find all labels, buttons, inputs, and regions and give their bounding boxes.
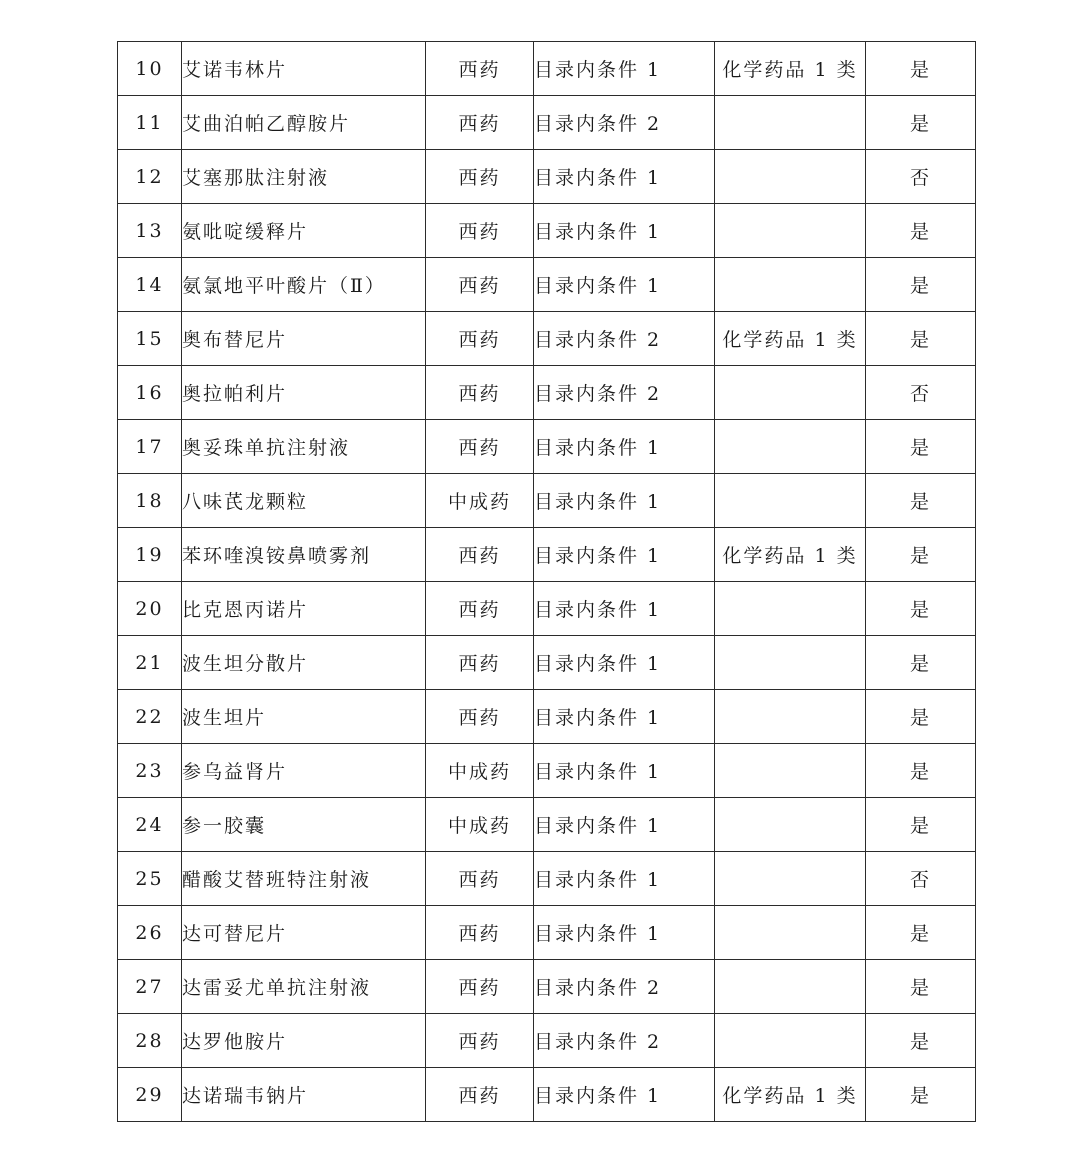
drug-class-cell xyxy=(715,96,866,150)
row-number-cell: 10 xyxy=(118,42,182,96)
drug-type-cell: 西药 xyxy=(426,258,534,312)
yes-no-cell: 是 xyxy=(866,636,976,690)
catalog-condition-cell: 目录内条件 1 xyxy=(534,744,715,798)
drug-name-cell: 醋酸艾替班特注射液 xyxy=(182,852,426,906)
row-number-cell: 17 xyxy=(118,420,182,474)
drug-name-cell: 氨氯地平叶酸片（Ⅱ） xyxy=(182,258,426,312)
drug-type-cell: 西药 xyxy=(426,582,534,636)
yes-no-cell: 是 xyxy=(866,744,976,798)
yes-no-cell: 是 xyxy=(866,204,976,258)
drug-class-cell xyxy=(715,960,866,1014)
yes-no-cell: 是 xyxy=(866,906,976,960)
drug-type-cell: 西药 xyxy=(426,528,534,582)
catalog-condition-cell: 目录内条件 1 xyxy=(534,204,715,258)
drug-class-cell: 化学药品 1 类 xyxy=(715,42,866,96)
table-row xyxy=(118,798,976,852)
drug-name-cell: 奥布替尼片 xyxy=(182,312,426,366)
row-number-cell: 25 xyxy=(118,852,182,906)
catalog-condition-cell: 目录内条件 1 xyxy=(534,906,715,960)
table-row xyxy=(118,582,976,636)
catalog-condition-cell: 目录内条件 1 xyxy=(534,528,715,582)
table-row xyxy=(118,474,976,528)
row-number-cell: 23 xyxy=(118,744,182,798)
drug-class-cell xyxy=(715,204,866,258)
yes-no-cell: 是 xyxy=(866,1014,976,1068)
table-row xyxy=(118,690,976,744)
drug-name-cell: 波生坦分散片 xyxy=(182,636,426,690)
drug-name-cell: 奥拉帕利片 xyxy=(182,366,426,420)
table-row xyxy=(118,258,976,312)
catalog-condition-cell: 目录内条件 2 xyxy=(534,96,715,150)
drug-class-cell xyxy=(715,474,866,528)
drug-class-cell xyxy=(715,636,866,690)
row-number-cell: 13 xyxy=(118,204,182,258)
drug-class-cell xyxy=(715,150,866,204)
row-number-cell: 16 xyxy=(118,366,182,420)
catalog-condition-cell: 目录内条件 1 xyxy=(534,798,715,852)
drug-name-cell: 艾塞那肽注射液 xyxy=(182,150,426,204)
drug-type-cell: 西药 xyxy=(426,150,534,204)
drug-name-cell: 波生坦片 xyxy=(182,690,426,744)
drug-type-cell: 中成药 xyxy=(426,744,534,798)
drug-type-cell: 西药 xyxy=(426,366,534,420)
yes-no-cell: 是 xyxy=(866,312,976,366)
yes-no-cell: 是 xyxy=(866,1068,976,1122)
catalog-condition-cell: 目录内条件 1 xyxy=(534,258,715,312)
yes-no-cell: 是 xyxy=(866,690,976,744)
yes-no-cell: 是 xyxy=(866,582,976,636)
catalog-condition-cell: 目录内条件 1 xyxy=(534,474,715,528)
drug-name-cell: 苯环喹溴铵鼻喷雾剂 xyxy=(182,528,426,582)
row-number-cell: 11 xyxy=(118,96,182,150)
drug-class-cell xyxy=(715,744,866,798)
drug-type-cell: 西药 xyxy=(426,852,534,906)
yes-no-cell: 是 xyxy=(866,96,976,150)
drug-class-cell xyxy=(715,906,866,960)
drug-type-cell: 西药 xyxy=(426,312,534,366)
drug-class-cell xyxy=(715,582,866,636)
drug-class-cell: 化学药品 1 类 xyxy=(715,528,866,582)
drug-type-cell: 西药 xyxy=(426,96,534,150)
drug-type-cell: 西药 xyxy=(426,906,534,960)
table-row xyxy=(118,636,976,690)
row-number-cell: 27 xyxy=(118,960,182,1014)
table-row xyxy=(118,150,976,204)
table-row xyxy=(118,366,976,420)
table-row xyxy=(118,42,976,96)
drug-type-cell: 西药 xyxy=(426,1014,534,1068)
row-number-cell: 20 xyxy=(118,582,182,636)
drug-type-cell: 中成药 xyxy=(426,798,534,852)
yes-no-cell: 否 xyxy=(866,366,976,420)
yes-no-cell: 是 xyxy=(866,960,976,1014)
row-number-cell: 28 xyxy=(118,1014,182,1068)
table-row xyxy=(118,312,976,366)
yes-no-cell: 否 xyxy=(866,852,976,906)
drug-type-cell: 西药 xyxy=(426,636,534,690)
drug-type-cell: 西药 xyxy=(426,42,534,96)
catalog-condition-cell: 目录内条件 2 xyxy=(534,960,715,1014)
drug-name-cell: 比克恩丙诺片 xyxy=(182,582,426,636)
row-number-cell: 19 xyxy=(118,528,182,582)
table-row xyxy=(118,204,976,258)
drug-type-cell: 西药 xyxy=(426,1068,534,1122)
drug-type-cell: 西药 xyxy=(426,420,534,474)
catalog-condition-cell: 目录内条件 2 xyxy=(534,312,715,366)
catalog-condition-cell: 目录内条件 2 xyxy=(534,1014,715,1068)
catalog-condition-cell: 目录内条件 1 xyxy=(534,1068,715,1122)
row-number-cell: 22 xyxy=(118,690,182,744)
row-number-cell: 15 xyxy=(118,312,182,366)
drug-name-cell: 八味芪龙颗粒 xyxy=(182,474,426,528)
catalog-condition-cell: 目录内条件 1 xyxy=(534,636,715,690)
yes-no-cell: 是 xyxy=(866,798,976,852)
table-row xyxy=(118,420,976,474)
drug-name-cell: 奥妥珠单抗注射液 xyxy=(182,420,426,474)
drug-class-cell xyxy=(715,420,866,474)
catalog-condition-cell: 目录内条件 2 xyxy=(534,366,715,420)
drug-class-cell xyxy=(715,798,866,852)
table-row xyxy=(118,1014,976,1068)
drug-name-cell: 参乌益肾片 xyxy=(182,744,426,798)
yes-no-cell: 是 xyxy=(866,474,976,528)
yes-no-cell: 是 xyxy=(866,42,976,96)
drug-name-cell: 氨吡啶缓释片 xyxy=(182,204,426,258)
drug-type-cell: 西药 xyxy=(426,960,534,1014)
drug-type-cell: 西药 xyxy=(426,204,534,258)
row-number-cell: 18 xyxy=(118,474,182,528)
drug-name-cell: 参一胶囊 xyxy=(182,798,426,852)
table-row xyxy=(118,744,976,798)
catalog-condition-cell: 目录内条件 1 xyxy=(534,582,715,636)
table-row xyxy=(118,906,976,960)
table-row xyxy=(118,96,976,150)
drug-name-cell: 达可替尼片 xyxy=(182,906,426,960)
row-number-cell: 21 xyxy=(118,636,182,690)
table-row xyxy=(118,852,976,906)
drug-name-cell: 艾曲泊帕乙醇胺片 xyxy=(182,96,426,150)
table-body xyxy=(118,42,976,1122)
row-number-cell: 24 xyxy=(118,798,182,852)
yes-no-cell: 否 xyxy=(866,150,976,204)
yes-no-cell: 是 xyxy=(866,258,976,312)
drug-type-cell: 西药 xyxy=(426,690,534,744)
drug-type-cell: 中成药 xyxy=(426,474,534,528)
row-number-cell: 29 xyxy=(118,1068,182,1122)
drug-name-cell: 达诺瑞韦钠片 xyxy=(182,1068,426,1122)
table-row xyxy=(118,960,976,1014)
catalog-condition-cell: 目录内条件 1 xyxy=(534,150,715,204)
drug-class-cell xyxy=(715,690,866,744)
row-number-cell: 14 xyxy=(118,258,182,312)
row-number-cell: 12 xyxy=(118,150,182,204)
drug-name-cell: 达雷妥尤单抗注射液 xyxy=(182,960,426,1014)
yes-no-cell: 是 xyxy=(866,420,976,474)
drug-class-cell xyxy=(715,1014,866,1068)
yes-no-cell: 是 xyxy=(866,528,976,582)
drug-name-cell: 达罗他胺片 xyxy=(182,1014,426,1068)
table-row xyxy=(118,528,976,582)
table-row xyxy=(118,1068,976,1122)
drug-name-cell: 艾诺韦林片 xyxy=(182,42,426,96)
drug-class-cell xyxy=(715,366,866,420)
drug-list-table xyxy=(117,41,976,1122)
drug-class-cell: 化学药品 1 类 xyxy=(715,312,866,366)
catalog-condition-cell: 目录内条件 1 xyxy=(534,42,715,96)
catalog-condition-cell: 目录内条件 1 xyxy=(534,690,715,744)
drug-class-cell xyxy=(715,258,866,312)
catalog-condition-cell: 目录内条件 1 xyxy=(534,420,715,474)
drug-class-cell xyxy=(715,852,866,906)
row-number-cell: 26 xyxy=(118,906,182,960)
drug-class-cell: 化学药品 1 类 xyxy=(715,1068,866,1122)
catalog-condition-cell: 目录内条件 1 xyxy=(534,852,715,906)
